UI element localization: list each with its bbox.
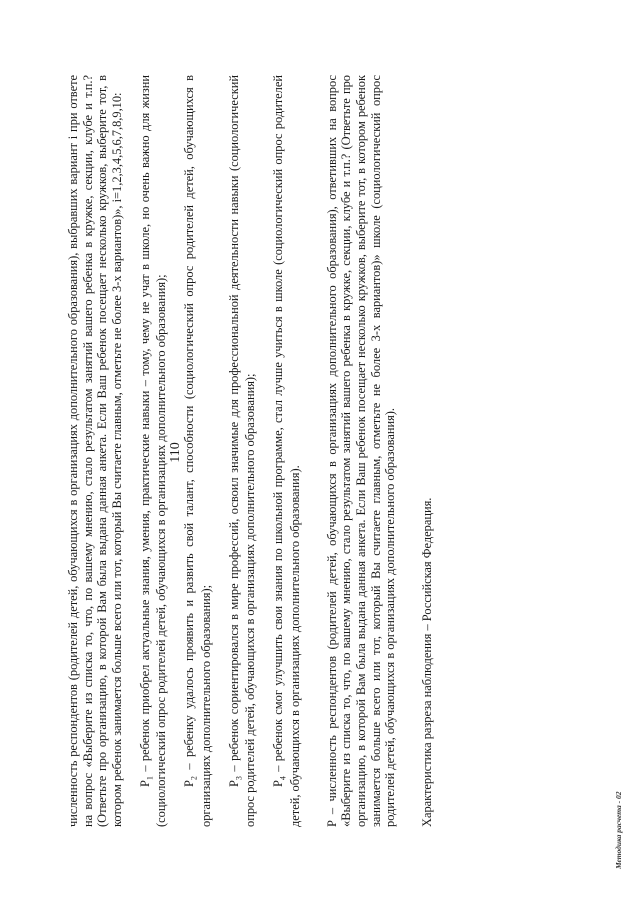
variant-p4-paragraph: $P_4$ – ребенок смог улучшить свои знания по школьной программе, стал лучше учиться в школе (социологический опрос родителей детей, обучающихся в организациях дополнительного образования). xyxy=(271,75,302,827)
footer-note: Методика расчета - 02 xyxy=(614,791,623,869)
variant-p3-paragraph: $P_3$ – ребенок сориентировался в мире профессий, освоил значимые для профессиональной деятельности навыки (социологический опрос родителей детей, обучающихся в организациях дополнительного образования); xyxy=(226,75,258,827)
page-number: 110 xyxy=(168,442,183,463)
intro-paragraph: численность респондентов (родителей детей, обучающихся в организациях дополнительного образования), выбравших вариант i при ответе на вопрос «Выберите из списка то, что, по вашему мнению, стало результатом занятий вашего ребенка в кружке, секции, клубе и т.п.? (Ответьте про организацию, в которой Вам была выдана данная анкета. Если Ваш ребенок посещает несколько кружков, выберите тот, в котором ребенок занимается больше всего или тот, который Вы считаете главным, отметьте не более 3-х вариантов)», i=1,2,3,4,5,6,7,8,9,10: xyxy=(66,75,124,827)
variant-p1-paragraph: $P_1$ – ребенок приобрел актуальные знания, умения, практические навыки – тому, чему не учат в школе, но очень важно для жизни (социологический опрос родителей детей, обучающихся в организациях дополнительного образования); xyxy=(137,75,169,827)
breakdown-paragraph: Характеристика разреза наблюдения – Российская Федерация. xyxy=(419,497,434,827)
total-respondents-paragraph: P – численность респондентов (родителей детей, обучающихся в организациях дополнительного образования), ответивших на вопрос «Выберите из списка то, что, по вашему мнению, стало результатом занятий вашего ребенка в кружке, секции, клубе и т.п.? (Ответьте про организацию, в которой Вам была выдана данная анкета. Если Ваш ребенок посещает несколько кружков, выберите тот, в котором ребенок занимается больше всего или тот, который Вы считаете главным, отметьте не более 3-х вариантов)» школе (социологический опрос родителей детей, обучающихся в организациях дополнительного образования). xyxy=(324,75,398,827)
variant-p2-paragraph: $P_2$ – ребенку удалось проявить и развить свой талант, способности (социологический опрос родителей детей, обучающихся в организациях дополнительного образования); xyxy=(182,75,213,827)
document-body xyxy=(66,75,434,827)
